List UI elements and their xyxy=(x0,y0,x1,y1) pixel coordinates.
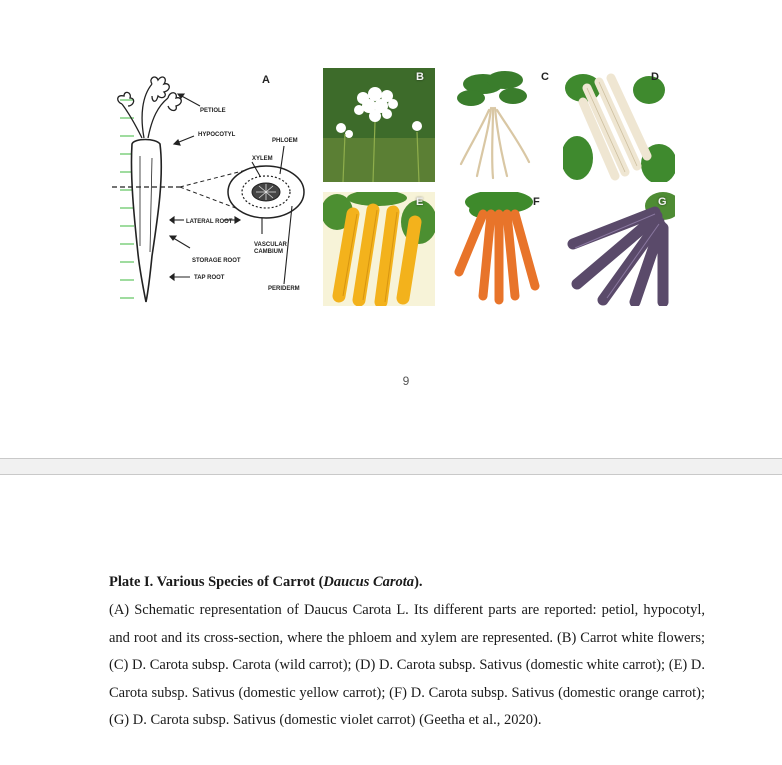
photo-white-carrot xyxy=(563,68,675,182)
page-separator xyxy=(0,458,782,475)
label-tap-root: TAP ROOT xyxy=(194,275,225,281)
caption-title-prefix: Plate I. Various Species of Carrot ( xyxy=(109,574,324,590)
panel-letter-g: G xyxy=(658,196,667,208)
label-lateral-root: LATERAL ROOT xyxy=(186,219,233,225)
caption-body: (A) Schematic representation of Daucus Carota L. Its different parts are reported: petiol, hypocotyl, and root and its cross-section, where the phloem and xylem are represented. (B) Carrot white flowers; (C) D. Carota subsp. Carota (wild carrot); (D) D. Carota subsp. Sativus (domestic white carrot); (E) D. Carota subsp. Sativus (domestic yellow carrot); (F) D. Carota subsp. Sativus (domestic orange carrot); (G) D. Carota subsp. Sativus (domestic violet carrot) (Geetha et al., 2020). xyxy=(109,602,705,729)
label-hypocotyl: HYPOCOTYL xyxy=(198,132,236,138)
green-ruler-marks xyxy=(120,100,134,298)
panel-letter-a: A xyxy=(262,74,270,86)
caption-title-suffix: ). xyxy=(414,574,423,590)
photo-white-flowers xyxy=(323,68,435,182)
label-vascular: VASCULAR xyxy=(254,242,287,248)
panel-letter-e: E xyxy=(416,196,424,208)
panel-letter-c: C xyxy=(541,71,549,83)
photo-violet-carrot xyxy=(563,192,675,306)
caption-title-species: Daucus Carota xyxy=(323,574,415,590)
carrot-root-outline xyxy=(131,140,161,303)
caption-title xyxy=(109,569,705,595)
label-xylem: XYLEM xyxy=(252,156,273,162)
photo-orange-carrot xyxy=(443,192,555,306)
cross-section xyxy=(228,166,304,218)
label-cambium: CAMBIUM xyxy=(254,249,283,255)
label-storage-root: STORAGE ROOT xyxy=(192,258,241,264)
panel-letter-d: D xyxy=(651,71,659,83)
photo-yellow-carrot xyxy=(323,192,435,306)
label-petiole: PETIOLE xyxy=(200,108,226,114)
photo-wild-carrot xyxy=(443,68,555,182)
label-phloem: PHLOEM xyxy=(272,138,298,144)
panel-letter-b: B xyxy=(416,71,424,83)
label-periderm: PERIDERM xyxy=(268,286,300,292)
figure-caption xyxy=(109,569,705,735)
carrot-schematic xyxy=(112,66,314,310)
carrot-leaves xyxy=(118,77,182,138)
page-number: 9 xyxy=(402,374,410,388)
panel-letter-f: F xyxy=(533,196,540,208)
